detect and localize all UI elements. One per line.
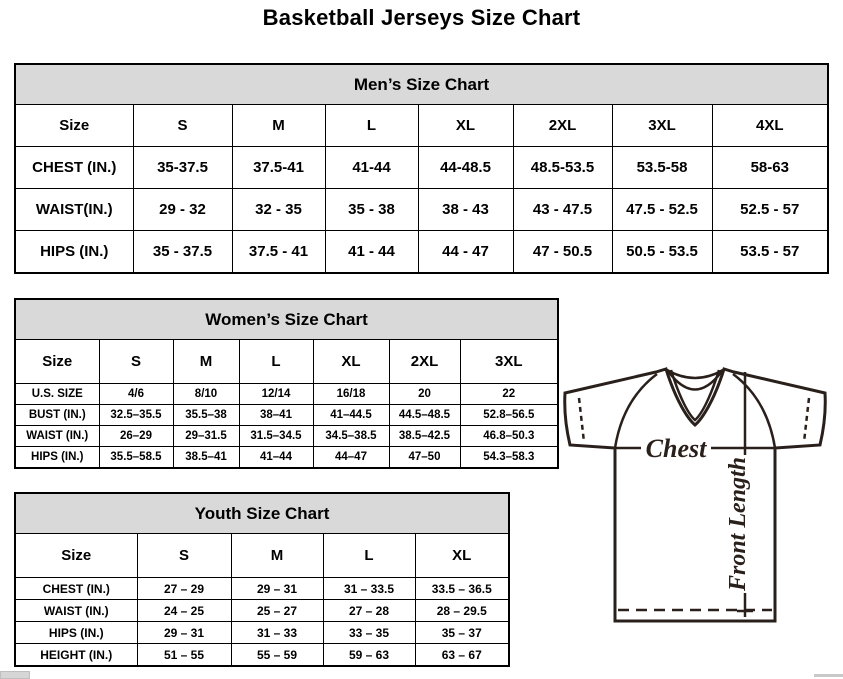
measure-value-cell: 51 – 55 — [137, 644, 231, 667]
measure-value-cell: 38.5–42.5 — [389, 426, 460, 447]
measure-row-label: CHEST (IN.) — [15, 147, 133, 189]
measure-value-cell: 47–50 — [389, 447, 460, 469]
size-column-header: 2XL — [513, 105, 612, 147]
measure-value-cell: 22 — [460, 384, 558, 405]
womens-size-table — [14, 298, 559, 469]
measure-row-label: U.S. SIZE — [15, 384, 99, 405]
mens-size-table — [14, 63, 829, 274]
measure-value-cell: 63 – 67 — [415, 644, 509, 667]
measure-row-label: HIPS (IN.) — [15, 622, 137, 644]
size-header-row — [15, 534, 509, 578]
measure-value-cell: 38 - 43 — [418, 189, 513, 231]
measure-value-cell: 8/10 — [173, 384, 239, 405]
jersey-outline-icon — [565, 369, 826, 621]
measure-value-cell: 47 - 50.5 — [513, 231, 612, 274]
jersey-measurement-diagram — [557, 364, 831, 624]
measure-row — [15, 426, 558, 447]
measure-value-cell: 50.5 - 53.5 — [612, 231, 712, 274]
measure-value-cell: 37.5-41 — [232, 147, 325, 189]
size-column-header: L — [239, 340, 313, 384]
size-column-header: S — [133, 105, 232, 147]
measure-value-cell: 32 - 35 — [232, 189, 325, 231]
measure-value-cell: 24 – 25 — [137, 600, 231, 622]
measure-value-cell: 44 - 47 — [418, 231, 513, 274]
measure-row — [15, 600, 509, 622]
measure-row — [15, 644, 509, 667]
measure-value-cell: 46.8–50.3 — [460, 426, 558, 447]
size-column-header: 3XL — [460, 340, 558, 384]
page-title: Basketball Jerseys Size Chart — [262, 5, 581, 30]
size-column-header: Size — [15, 340, 99, 384]
size-column-header: M — [173, 340, 239, 384]
measure-value-cell: 35 - 37.5 — [133, 231, 232, 274]
measure-value-cell: 41–44 — [239, 447, 313, 469]
measure-row-label: HIPS (IN.) — [15, 447, 99, 469]
measure-row-label: CHEST (IN.) — [15, 578, 137, 600]
horizontal-scrollbar-fragment[interactable] — [814, 674, 843, 677]
measure-value-cell: 31.5–34.5 — [239, 426, 313, 447]
front-length-label: Front Length — [725, 456, 751, 592]
measure-value-cell: 31 – 33 — [231, 622, 323, 644]
size-column-header: Size — [15, 105, 133, 147]
measure-value-cell: 44.5–48.5 — [389, 405, 460, 426]
size-column-header: L — [323, 534, 415, 578]
measure-value-cell: 41-44 — [325, 147, 418, 189]
measure-value-cell: 41 - 44 — [325, 231, 418, 274]
measure-row-label: WAIST (IN.) — [15, 426, 99, 447]
measure-value-cell: 33.5 – 36.5 — [415, 578, 509, 600]
size-column-header: 4XL — [712, 105, 828, 147]
measure-value-cell: 12/14 — [239, 384, 313, 405]
measure-row — [15, 447, 558, 469]
measure-value-cell: 37.5 - 41 — [232, 231, 325, 274]
measure-value-cell: 26–29 — [99, 426, 173, 447]
measure-value-cell: 58-63 — [712, 147, 828, 189]
table-caption-row — [15, 299, 558, 340]
measure-value-cell: 52.5 - 57 — [712, 189, 828, 231]
measure-value-cell: 38–41 — [239, 405, 313, 426]
measure-value-cell: 35.5–58.5 — [99, 447, 173, 469]
measure-value-cell: 27 – 28 — [323, 600, 415, 622]
measure-value-cell: 27 – 29 — [137, 578, 231, 600]
size-column-header: L — [325, 105, 418, 147]
size-column-header: M — [231, 534, 323, 578]
measure-value-cell: 35.5–38 — [173, 405, 239, 426]
measure-value-cell: 35 – 37 — [415, 622, 509, 644]
front-length-measure-line — [725, 372, 758, 617]
table-caption-row — [15, 64, 828, 105]
measure-value-cell: 48.5-53.5 — [513, 147, 612, 189]
measure-value-cell: 29 - 32 — [133, 189, 232, 231]
measure-row — [15, 231, 828, 274]
measure-value-cell: 31 – 33.5 — [323, 578, 415, 600]
measure-value-cell: 52.8–56.5 — [460, 405, 558, 426]
measure-value-cell: 47.5 - 52.5 — [612, 189, 712, 231]
table-caption-row — [15, 493, 509, 534]
measure-value-cell: 4/6 — [99, 384, 173, 405]
measure-row-label: HIPS (IN.) — [15, 231, 133, 274]
measure-value-cell: 25 – 27 — [231, 600, 323, 622]
measure-row — [15, 189, 828, 231]
measure-value-cell: 35-37.5 — [133, 147, 232, 189]
measure-value-cell: 35 - 38 — [325, 189, 418, 231]
measure-value-cell: 32.5–35.5 — [99, 405, 173, 426]
measure-value-cell: 34.5–38.5 — [313, 426, 389, 447]
measure-value-cell: 53.5-58 — [612, 147, 712, 189]
measure-value-cell: 20 — [389, 384, 460, 405]
measure-value-cell: 29 – 31 — [231, 578, 323, 600]
size-column-header: Size — [15, 534, 137, 578]
measure-value-cell: 44-48.5 — [418, 147, 513, 189]
measure-row — [15, 147, 828, 189]
size-header-row — [15, 340, 558, 384]
measure-row — [15, 622, 509, 644]
measure-value-cell: 16/18 — [313, 384, 389, 405]
size-column-header: S — [99, 340, 173, 384]
chest-label: Chest — [645, 434, 707, 463]
size-column-header: M — [232, 105, 325, 147]
measure-value-cell: 28 – 29.5 — [415, 600, 509, 622]
measure-value-cell: 59 – 63 — [323, 644, 415, 667]
size-column-header: XL — [313, 340, 389, 384]
size-column-header: XL — [418, 105, 513, 147]
size-column-header: XL — [415, 534, 509, 578]
horizontal-scrollbar-button[interactable] — [0, 671, 30, 679]
measure-row — [15, 405, 558, 426]
measure-value-cell: 38.5–41 — [173, 447, 239, 469]
size-column-header: S — [137, 534, 231, 578]
measure-row-label: HEIGHT (IN.) — [15, 644, 137, 667]
measure-row-label: WAIST(IN.) — [15, 189, 133, 231]
table-caption: Women’s Size Chart — [15, 299, 558, 340]
size-header-row — [15, 105, 828, 147]
measure-row-label: BUST (IN.) — [15, 405, 99, 426]
measure-row — [15, 384, 558, 405]
size-column-header: 2XL — [389, 340, 460, 384]
measure-value-cell: 33 – 35 — [323, 622, 415, 644]
table-caption: Youth Size Chart — [15, 493, 509, 534]
youth-size-table — [14, 492, 510, 667]
measure-value-cell: 29 – 31 — [137, 622, 231, 644]
measure-value-cell: 54.3–58.3 — [460, 447, 558, 469]
measure-value-cell: 55 – 59 — [231, 644, 323, 667]
measure-value-cell: 43 - 47.5 — [513, 189, 612, 231]
measure-value-cell: 41–44.5 — [313, 405, 389, 426]
measure-value-cell: 53.5 - 57 — [712, 231, 828, 274]
measure-value-cell: 44–47 — [313, 447, 389, 469]
measure-row-label: WAIST (IN.) — [15, 600, 137, 622]
table-caption: Men’s Size Chart — [15, 64, 828, 105]
size-column-header: 3XL — [612, 105, 712, 147]
measure-value-cell: 29–31.5 — [173, 426, 239, 447]
measure-row — [15, 578, 509, 600]
